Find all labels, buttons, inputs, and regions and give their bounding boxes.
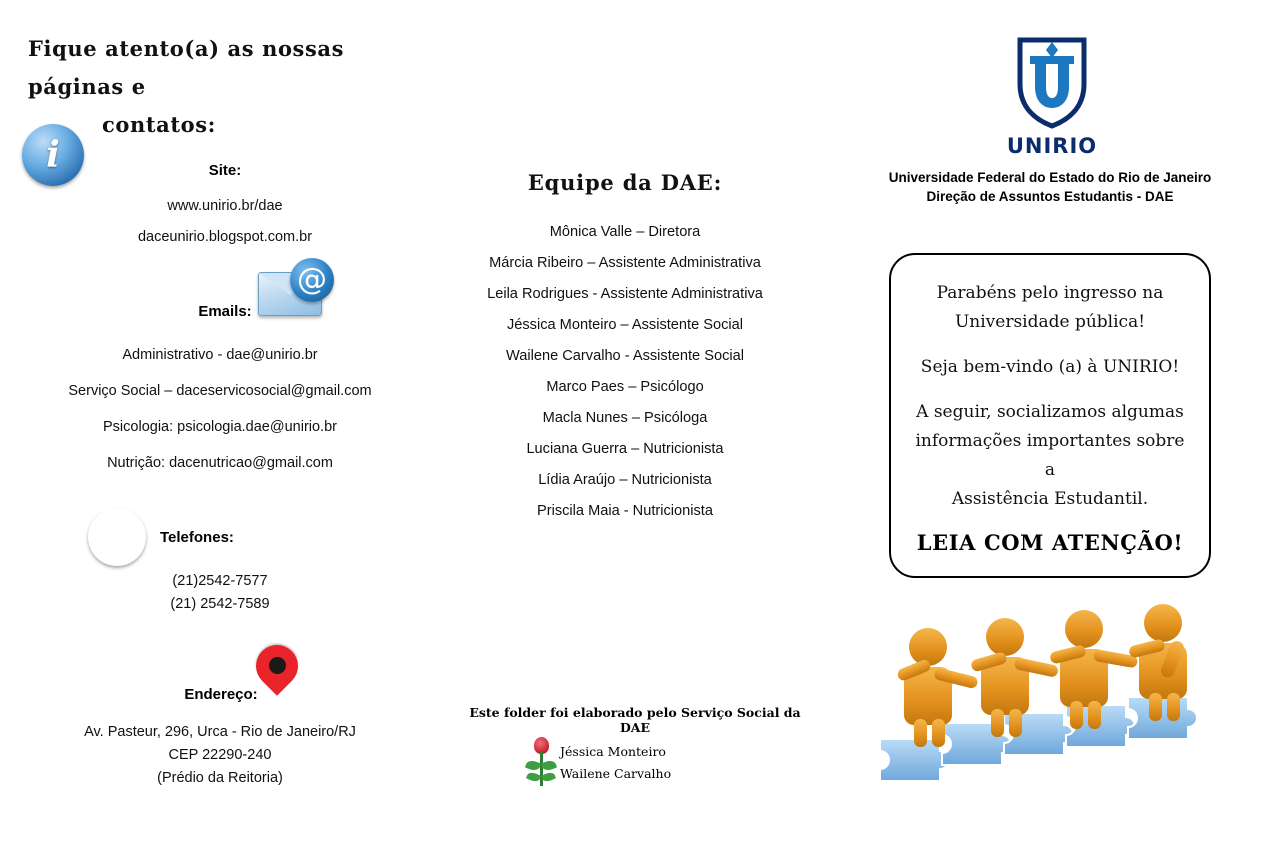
- email-line-4[interactable]: Nutrição: dacenutricao@gmail.com: [107, 455, 333, 471]
- institution-line-1: Universidade Federal do Estado do Rio de Janeiro: [888, 170, 1212, 185]
- team-member: Priscila Maia - Nutricionista: [537, 503, 713, 519]
- welcome-line: Universidade pública!: [954, 312, 1146, 332]
- credits-block: [455, 705, 815, 781]
- address-line-3: (Prédio da Reitoria): [157, 770, 283, 786]
- team-member: Luciana Guerra – Nutricionista: [526, 441, 724, 457]
- contacts-heading-line2: contatos:: [101, 112, 217, 137]
- team-member: Jéssica Monteiro – Assistente Social: [506, 317, 744, 333]
- credits-names: [560, 741, 671, 785]
- credit-name: Wailene Carvalho: [560, 766, 672, 781]
- email-icon: @: [258, 258, 334, 320]
- welcome-line: Seja bem-vindo (a) à UNIRIO!: [920, 357, 1180, 377]
- welcome-line: Assistência Estudantil.: [951, 489, 1149, 509]
- phone-line-2: (21) 2542-7589: [170, 596, 270, 612]
- rose-icon: [525, 737, 559, 787]
- welcome-line: informações importantes sobre a: [915, 431, 1185, 480]
- welcome-shout: LEIA COM ATENÇÃO!: [916, 530, 1184, 555]
- welcome-box: [889, 253, 1211, 578]
- address-line-1: Av. Pasteur, 296, Urca - Rio de Janeiro/RJ: [84, 724, 356, 740]
- site-line-2[interactable]: daceunirio.blogspot.com.br: [137, 229, 313, 245]
- welcome-line: A seguir, socializamos algumas: [916, 402, 1184, 422]
- institution-title: [840, 168, 1260, 206]
- site-label: Site:: [208, 162, 242, 179]
- location-pin-icon: [256, 645, 302, 707]
- email-line-3[interactable]: Psicologia: psicologia.dae@unirio.br: [103, 419, 337, 435]
- credit-name: Jéssica Monteiro: [560, 744, 666, 759]
- team-member: Marco Paes – Psicólogo: [546, 379, 704, 395]
- contacts-heading-line1: Fique atento(a) as nossas páginas e: [28, 36, 345, 99]
- team-member: Leila Rodrigues - Assistente Administrativa: [487, 286, 763, 302]
- emails-label: Emails:: [198, 303, 252, 320]
- email-line-2[interactable]: Serviço Social – daceservicosocial@gmail.com: [68, 383, 372, 399]
- email-line-1[interactable]: Administrativo - dae@unirio.br: [122, 347, 318, 363]
- team-member: Mônica Valle – Diretora: [549, 224, 701, 240]
- team-member: Wailene Carvalho - Assistente Social: [506, 348, 744, 364]
- team-member: Lídia Araújo – Nutricionista: [538, 472, 712, 488]
- unirio-emblem-icon: [990, 32, 1114, 132]
- phones-label: Telefones:: [160, 529, 234, 546]
- address-line-2: CEP 22290-240: [168, 747, 272, 763]
- team-member: Macla Nunes – Psicóloga: [542, 410, 708, 426]
- team-heading: Equipe da DAE:: [527, 170, 723, 195]
- unirio-logo: [990, 32, 1114, 162]
- teamwork-puzzle-icon: [870, 595, 1230, 810]
- team-column: [430, 170, 820, 527]
- address-label: Endereço:: [184, 686, 258, 703]
- welcome-line: Parabéns pelo ingresso na: [936, 283, 1164, 303]
- info-icon: i: [22, 124, 84, 186]
- teamwork-illustration: [870, 595, 1230, 810]
- team-member: Márcia Ribeiro – Assistente Administrativa: [489, 255, 761, 271]
- phone-icon: ☎: [88, 508, 146, 566]
- phone-line-1: (21)2542-7577: [172, 573, 268, 589]
- unirio-wordmark: UNIRIO: [1006, 134, 1098, 158]
- institution-line-2: Direção de Assuntos Estudantis - DAE: [926, 189, 1174, 204]
- credits-title: Este folder foi elaborado pelo Serviço Social da DAE: [469, 705, 801, 735]
- site-line-1[interactable]: www.unirio.br/dae: [167, 198, 283, 214]
